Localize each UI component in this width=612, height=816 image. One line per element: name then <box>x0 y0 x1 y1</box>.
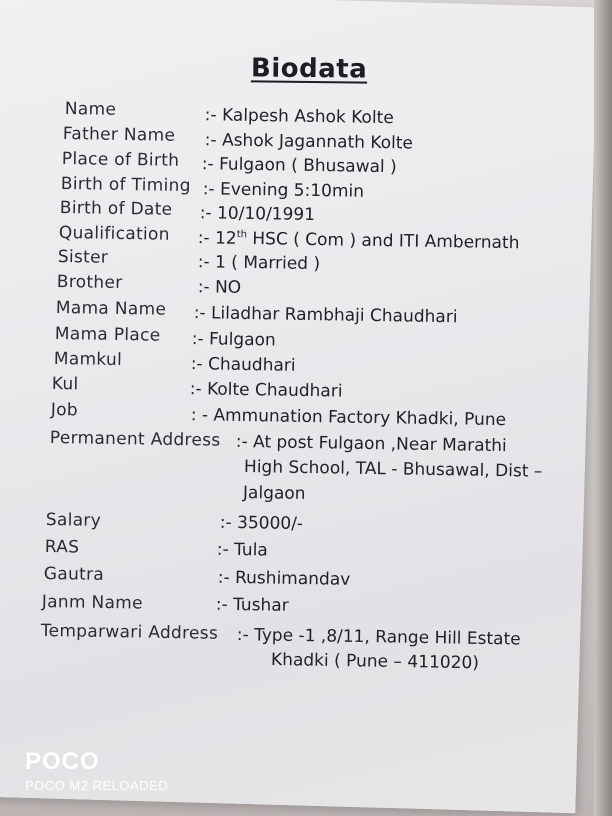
field-label: Name <box>64 99 117 120</box>
field-value: :- At post Fulgaon ,Near Marathi <box>235 431 507 457</box>
field-value: :- Rushimandav <box>217 567 351 590</box>
field-value: :- Evening 5:10min <box>202 179 365 202</box>
field-value: :- Liladhar Rambhaji Chaudhari <box>193 303 458 328</box>
field-value: :- NO <box>197 277 242 298</box>
field-label: Sister <box>57 247 109 268</box>
watermark-brand: POCO <box>25 748 100 775</box>
field-label: Salary <box>45 510 102 531</box>
field-value: :- 1 ( Married ) <box>197 252 321 275</box>
field-label: Birth of Timing <box>60 174 191 197</box>
field-label: Mamkul <box>53 349 123 371</box>
field-label: Father Name <box>62 124 176 146</box>
field-value: :- 35000/- <box>219 512 304 535</box>
field-label: Qualification <box>58 223 170 245</box>
field-value: :- Ashok Jagannath Kolte <box>204 130 414 154</box>
watermark-model: POCO M2 RELOADED <box>25 778 169 793</box>
field-value: :- Chaudhari <box>190 354 296 376</box>
field-value: :- Fulgaon ( Bhusawal ) <box>201 154 397 178</box>
field-label: Job <box>50 400 79 421</box>
field-label: Janm Name <box>41 592 144 614</box>
temp-address-line-2: Khadki ( Pune – 411020) <box>270 650 480 674</box>
field-label: Gautra <box>43 564 105 585</box>
field-label: Birth of Date <box>59 198 173 220</box>
field-value: :- Type -1 ,8/11, Range Hill Estate <box>236 625 521 650</box>
field-label: Mama Place <box>54 324 161 346</box>
field-label: Temparwari Address <box>40 621 219 644</box>
field-label: Mama Name <box>55 298 167 320</box>
document-title: Biodata <box>250 53 368 85</box>
field-value: :- 10/10/1991 <box>199 203 316 226</box>
address-line-2: High School, TAL - Bhusawal, Dist – <box>243 457 543 482</box>
camera-watermark <box>25 749 168 793</box>
field-label: Place of Birth <box>61 149 180 171</box>
field-value: :- Fulgaon <box>191 329 276 351</box>
field-label: Kul <box>51 374 79 395</box>
field-value: : - Ammunation Factory Khadki, Pune <box>190 405 507 431</box>
field-value: :- 12th HSC ( Com ) and ITI Ambernath <box>197 228 520 254</box>
field-value: :- Kalpesh Ashok Kolte <box>204 105 394 129</box>
field-value: :- Tula <box>216 539 268 561</box>
field-label: Brother <box>56 272 123 294</box>
field-value: :- Tushar <box>215 594 289 616</box>
field-value: :- Kolte Chaudhari <box>189 379 343 402</box>
field-label: RAS <box>44 537 80 558</box>
field-label: Permanent Address <box>49 428 221 451</box>
address-line-3: Jalgaon <box>242 483 306 504</box>
